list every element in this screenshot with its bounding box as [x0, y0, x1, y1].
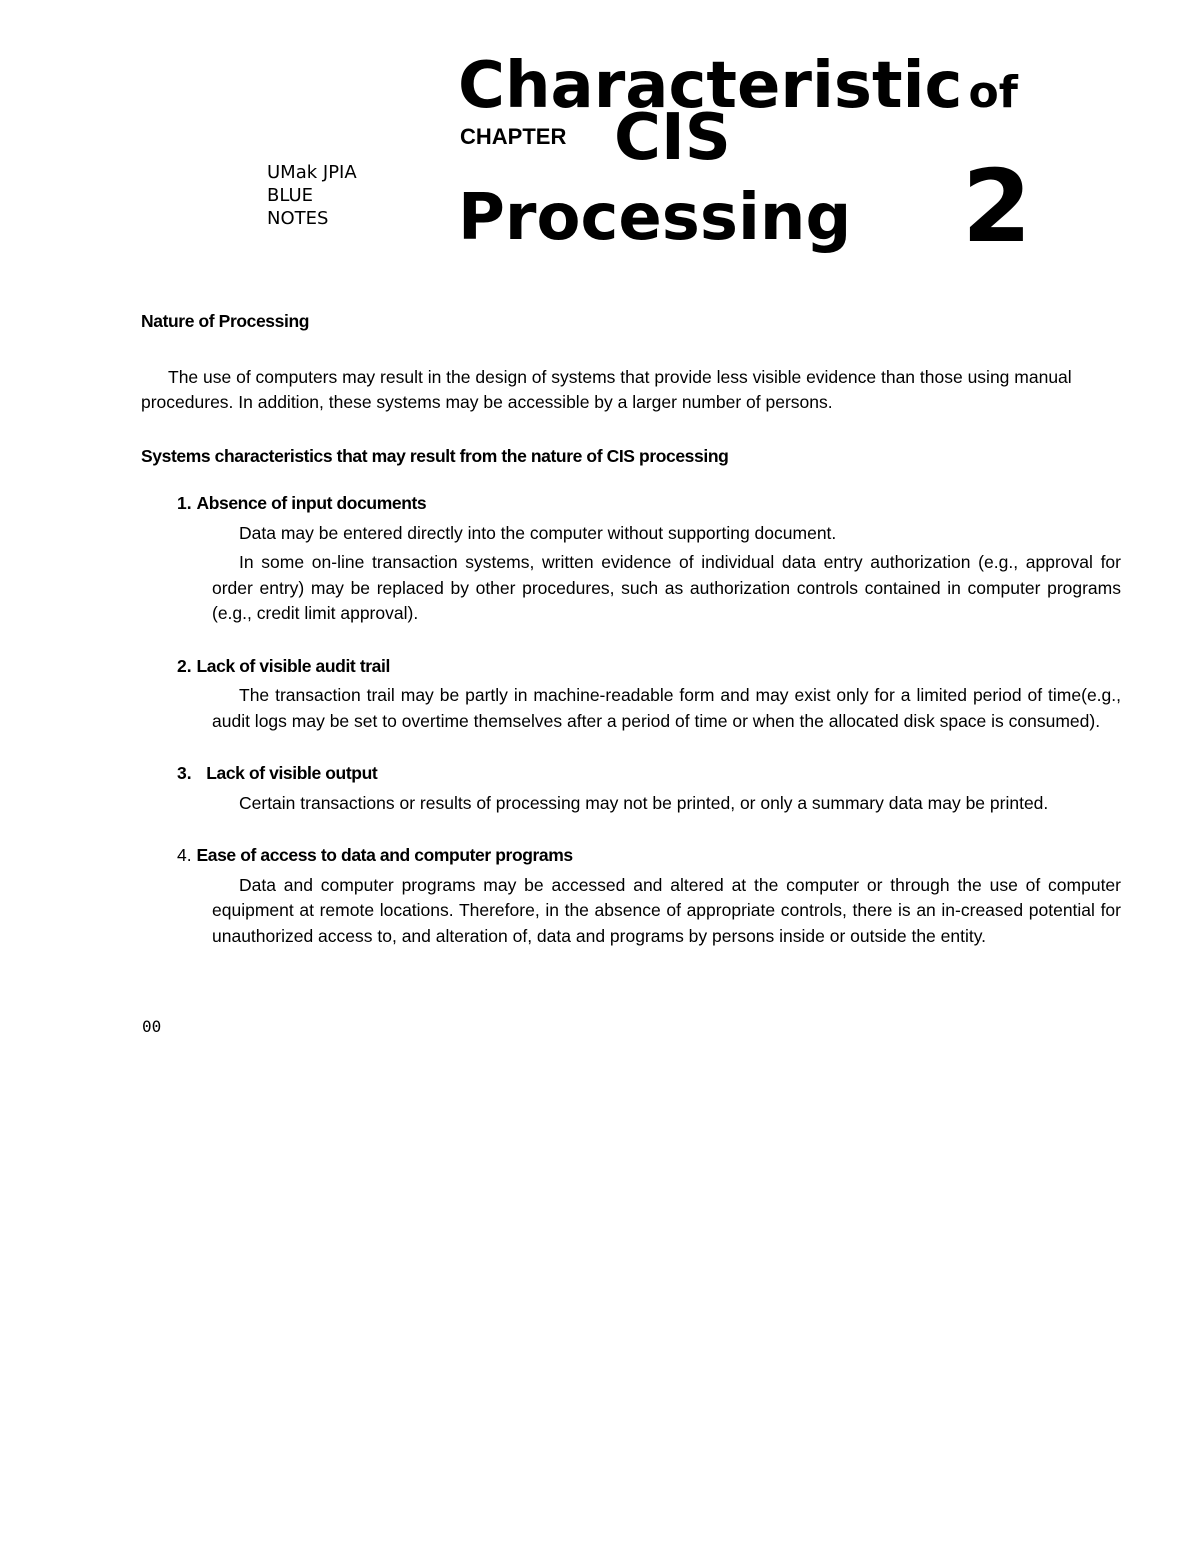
list-item — [177, 761, 1121, 816]
org-label-line3: NOTES — [267, 208, 329, 229]
title-word-characteristic: Characteristic — [458, 49, 963, 123]
list-item — [177, 491, 1121, 627]
org-label-line2: BLUE — [267, 185, 314, 206]
intro-paragraph: The use of computers may result in the design of systems that provide less visible evidence than those using manual procedures. In addition, these systems may be accessible by a larger number of persons. — [141, 366, 1072, 412]
list-item — [177, 654, 1121, 735]
section-heading-nature: Nature of Processing — [141, 311, 310, 331]
list-item-paragraph: The transaction trail may be partly in machine-readable form and may exist only for a limited period of time(e.g., audit logs may be set to overtime themselves after a period of time or when the allocated disk space is consumed). — [212, 685, 1121, 731]
title-word-processing: Processing — [458, 181, 852, 255]
section-heading-systems: Systems characteristics that may result from the nature of CIS processing — [141, 445, 729, 466]
list-item-number: 3. — [177, 763, 192, 783]
list-item-paragraph: Data and computer programs may be accessed and altered at the computer or through the use of computer equipment at remote locations. Therefore, in the absence of appropriate controls, there is an in-creased potential for unauthorized access to, and alteration of, data and programs by persons inside or outside the entity. — [212, 874, 1121, 946]
title-word-cis: CIS — [614, 101, 731, 175]
list-item-paragraph: In some on-line transaction systems, written evidence of individual data entry authorization (e.g., approval for order entry) may be replaced by other procedures, such as authorization controls contained in computer programs (e.g., credit limit approval). — [212, 552, 1121, 623]
title-word-of: of — [968, 67, 1018, 118]
list-item-paragraph: Data may be entered directly into the computer without supporting document. — [239, 522, 837, 543]
page-title-line1 — [458, 48, 1018, 124]
list-item-heading: Lack of visible output — [206, 763, 378, 783]
list-item-number: 2. — [177, 655, 192, 676]
page-marker: 00 — [142, 1017, 162, 1036]
org-label-line1: UMak JPIA — [267, 162, 357, 183]
list-item-number: 4. — [177, 845, 192, 865]
list-item — [177, 843, 1121, 949]
document-body — [141, 309, 1121, 976]
chapter-number: 2 — [962, 148, 1032, 265]
list-item-heading: Absence of input documents — [196, 493, 427, 513]
list-item-paragraph: Certain transactions or results of processing may not be printed, or only a summary data may be printed. — [239, 792, 1049, 813]
list-item-title — [177, 654, 1121, 680]
list-item-title — [177, 843, 1121, 869]
list-item-title — [177, 491, 1121, 517]
list-item-number: 1. — [177, 493, 192, 513]
chapter-label: CHAPTER — [460, 124, 567, 149]
list-item-title — [177, 761, 1121, 787]
list-item-heading: Ease of access to data and computer programs — [196, 845, 573, 865]
list-item-heading: Lack of visible audit trail — [196, 655, 390, 676]
